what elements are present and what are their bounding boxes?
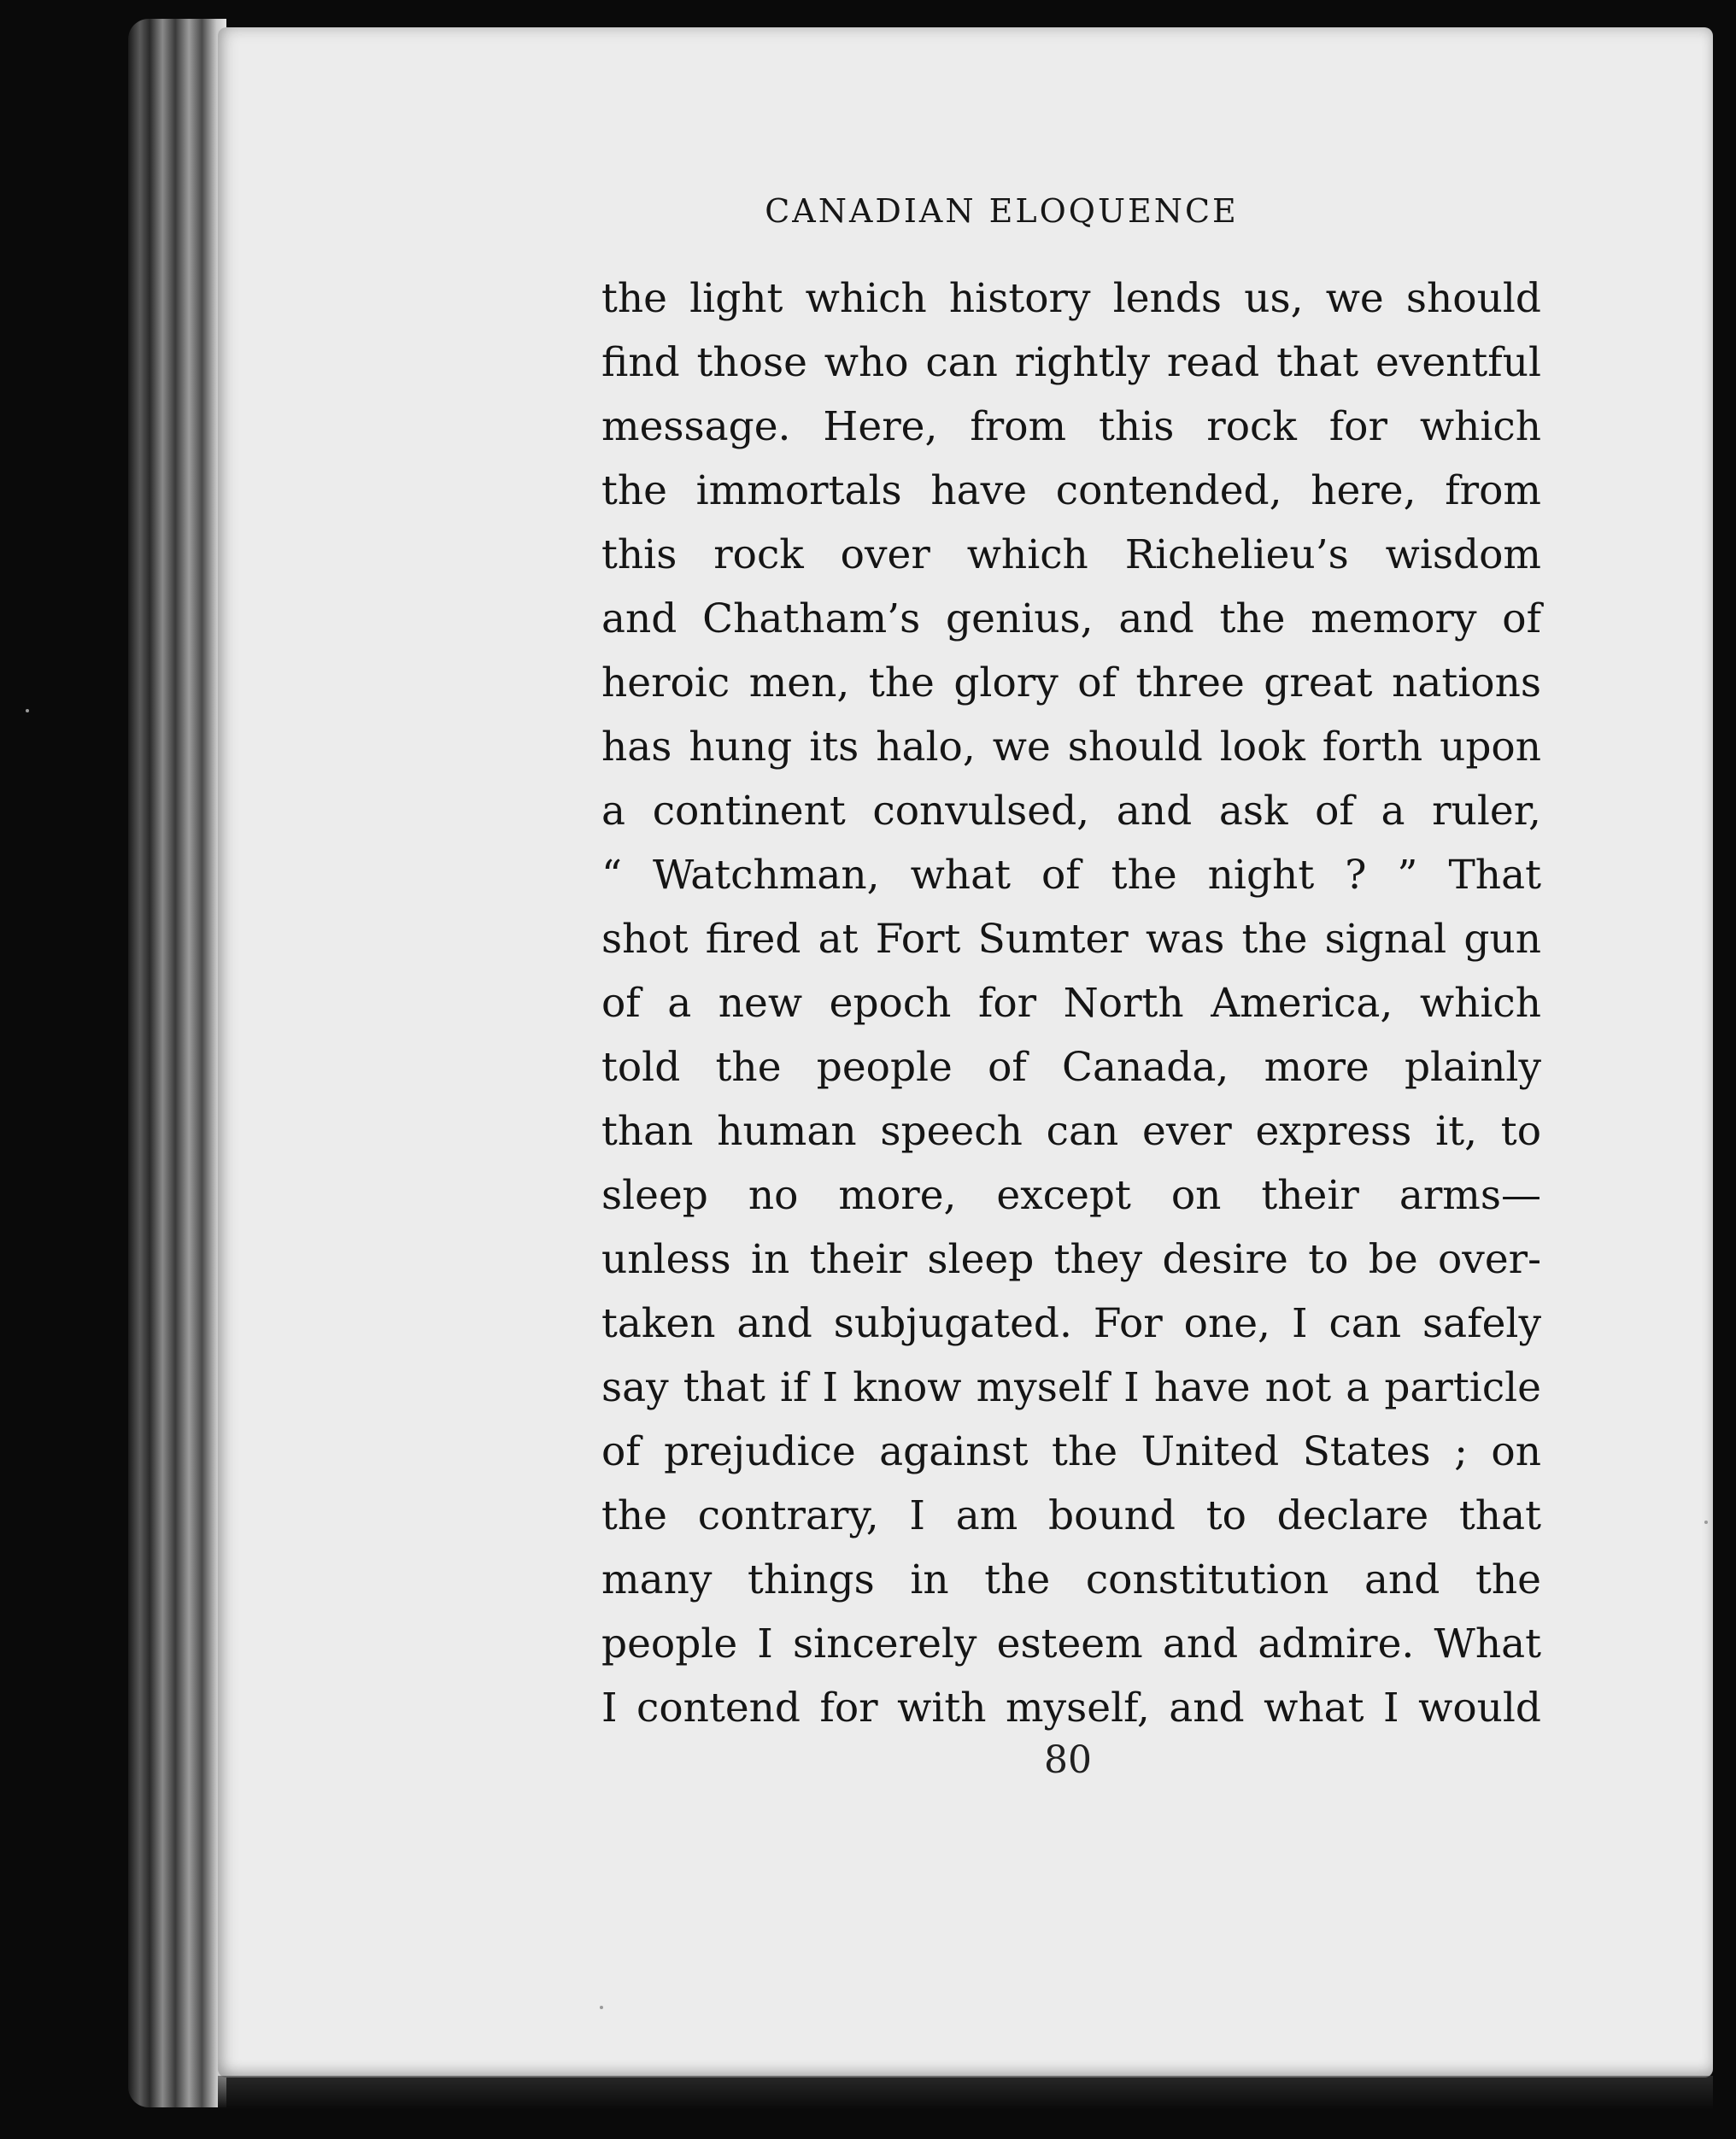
text-line: heroic men, the glory of three great nations <box>601 659 1541 706</box>
text-line: of a new epoch for North America, which <box>601 980 1541 1027</box>
text-line: say that if I know myself I have not a particle <box>601 1364 1541 1411</box>
text-line: told the people of Canada, more plainly <box>601 1044 1541 1091</box>
text-line: “ Watchman, what of the night ? ” That <box>601 852 1541 899</box>
text-line: message. Here, from this rock for which <box>601 403 1541 450</box>
dust-speck <box>1704 1521 1708 1524</box>
text-line: taken and subjugated. For one, I can safely <box>601 1300 1541 1347</box>
running-head: CANADIAN ELOQUENCE <box>765 192 1239 230</box>
text-line: this rock over which Richelieu’s wisdom <box>601 531 1541 578</box>
text-line: of prejudice against the United States ; on <box>601 1428 1541 1475</box>
text-line: the contrary, I am bound to declare that <box>601 1492 1541 1539</box>
text-line: people I sincerely esteem and admire. What <box>601 1620 1541 1667</box>
text-line: shot fired at Fort Sumter was the signal gun <box>601 916 1541 963</box>
text-line: than human speech can ever express it, to <box>601 1108 1541 1155</box>
text-line: I contend for with myself, and what I would <box>601 1685 1541 1732</box>
dust-speck <box>26 709 29 712</box>
text-line: unless in their sleep they desire to be over- <box>601 1236 1541 1283</box>
dust-speck <box>600 2006 603 2009</box>
text-line: find those who can rightly read that eventful <box>601 339 1541 386</box>
text-line: has hung its halo, we should look forth upon <box>601 724 1541 771</box>
text-line: and Chatham’s genius, and the memory of <box>601 595 1541 642</box>
book-fore-edge <box>128 19 226 2107</box>
text-line: the immortals have contended, here, from <box>601 467 1541 514</box>
page-number: 80 <box>1044 1738 1092 1782</box>
text-line: a continent convulsed, and ask of a ruler, <box>601 788 1541 835</box>
page-bottom-shadow <box>218 2076 1713 2110</box>
page-body-text <box>601 267 1541 1740</box>
text-line: the light which history lends us, we should <box>601 275 1541 322</box>
text-line: sleep no more, except on their arms— <box>601 1172 1541 1219</box>
text-line: many things in the constitution and the <box>601 1556 1541 1603</box>
